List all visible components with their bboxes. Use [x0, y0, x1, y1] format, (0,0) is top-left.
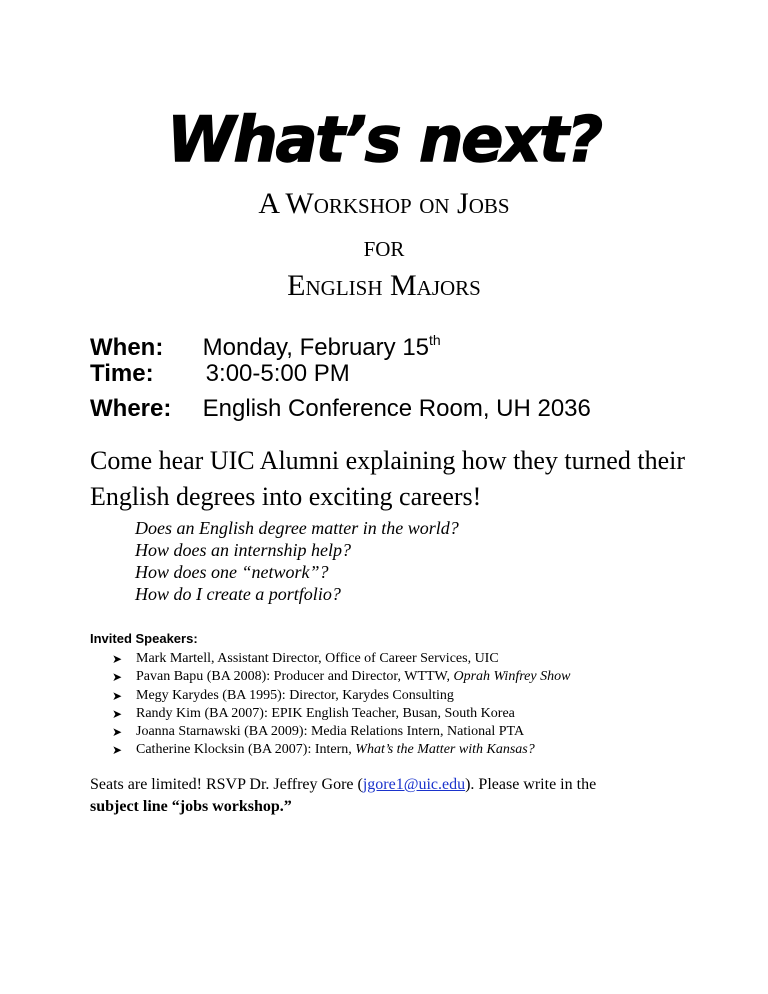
question-item: How does one “network”?: [135, 562, 329, 582]
where-value: English Conference Room, UH 2036: [202, 395, 591, 422]
time-label: Time:: [90, 360, 154, 387]
speaker-item: [112, 705, 570, 723]
when-ordinal: th: [429, 332, 441, 348]
speaker-item: [112, 687, 570, 705]
rsvp-subject-line: subject line “jobs workshop.”: [90, 798, 292, 815]
speaker-item: [112, 650, 570, 668]
where-label: Where:: [90, 395, 172, 422]
speaker-text: Randy Kim (BA 2007): EPIK English Teacher, Busan, South Korea: [136, 705, 515, 721]
speaker-item: [112, 723, 570, 741]
speaker-text: Mark Martell, Assistant Director, Office of Career Services, UIC: [136, 651, 499, 666]
arrow-bullet-icon: ➤: [112, 725, 123, 740]
arrow-bullet-icon: ➤: [112, 743, 123, 758]
arrow-bullet-icon: ➤: [112, 706, 123, 721]
rsvp-email-link[interactable]: jgore1@uic.edu: [362, 776, 466, 793]
rsvp-text: [90, 774, 710, 818]
question-item: How does an internship help?: [135, 540, 351, 560]
speaker-list: [112, 650, 570, 760]
subtitle-line-1: A Workshop on Jobs: [258, 187, 510, 220]
question-item: How do I create a portfolio?: [135, 584, 341, 604]
speaker-text: Catherine Klocksin (BA 2007): Intern,: [136, 742, 356, 758]
speaker-item: [112, 668, 570, 686]
when-date: Monday, February 15: [202, 334, 430, 361]
speaker-item: [112, 741, 570, 759]
arrow-bullet-icon: ➤: [112, 688, 123, 703]
subtitle-line-3: English Majors: [287, 269, 481, 302]
flyer-title: What’s next?: [167, 103, 601, 176]
intro-text: Come hear UIC Alumni explaining how they turned their English degrees into exciting careers!: [90, 446, 685, 511]
time-value: 3:00-5:00 PM: [205, 360, 350, 387]
arrow-bullet-icon: ➤: [112, 670, 123, 685]
event-where-row: [90, 392, 591, 426]
when-label: When:: [90, 334, 164, 361]
speakers-heading: Invited Speakers:: [90, 631, 198, 646]
speaker-text: Joanna Starnawski (BA 2009): Media Relations Intern, National PTA: [136, 724, 525, 740]
speaker-text: Pavan Bapu (BA 2008): Producer and Director, WTTW,: [136, 669, 454, 685]
question-item: Does an English degree matter in the world?: [135, 518, 459, 538]
subtitle-line-2: for: [363, 230, 405, 263]
arrow-bullet-icon: ➤: [112, 652, 123, 666]
rsvp-post: ). Please write in the: [465, 776, 597, 793]
event-time-row: [90, 357, 350, 391]
question-list: [135, 517, 459, 605]
speaker-text: Megy Karydes (BA 1995): Director, Karydes Consulting: [136, 687, 454, 703]
rsvp-pre: Seats are limited! RSVP Dr. Jeffrey Gore (: [90, 776, 363, 793]
speaker-italic: What’s the Matter with Kansas?: [355, 742, 535, 758]
speaker-italic: Oprah Winfrey Show: [453, 669, 571, 685]
